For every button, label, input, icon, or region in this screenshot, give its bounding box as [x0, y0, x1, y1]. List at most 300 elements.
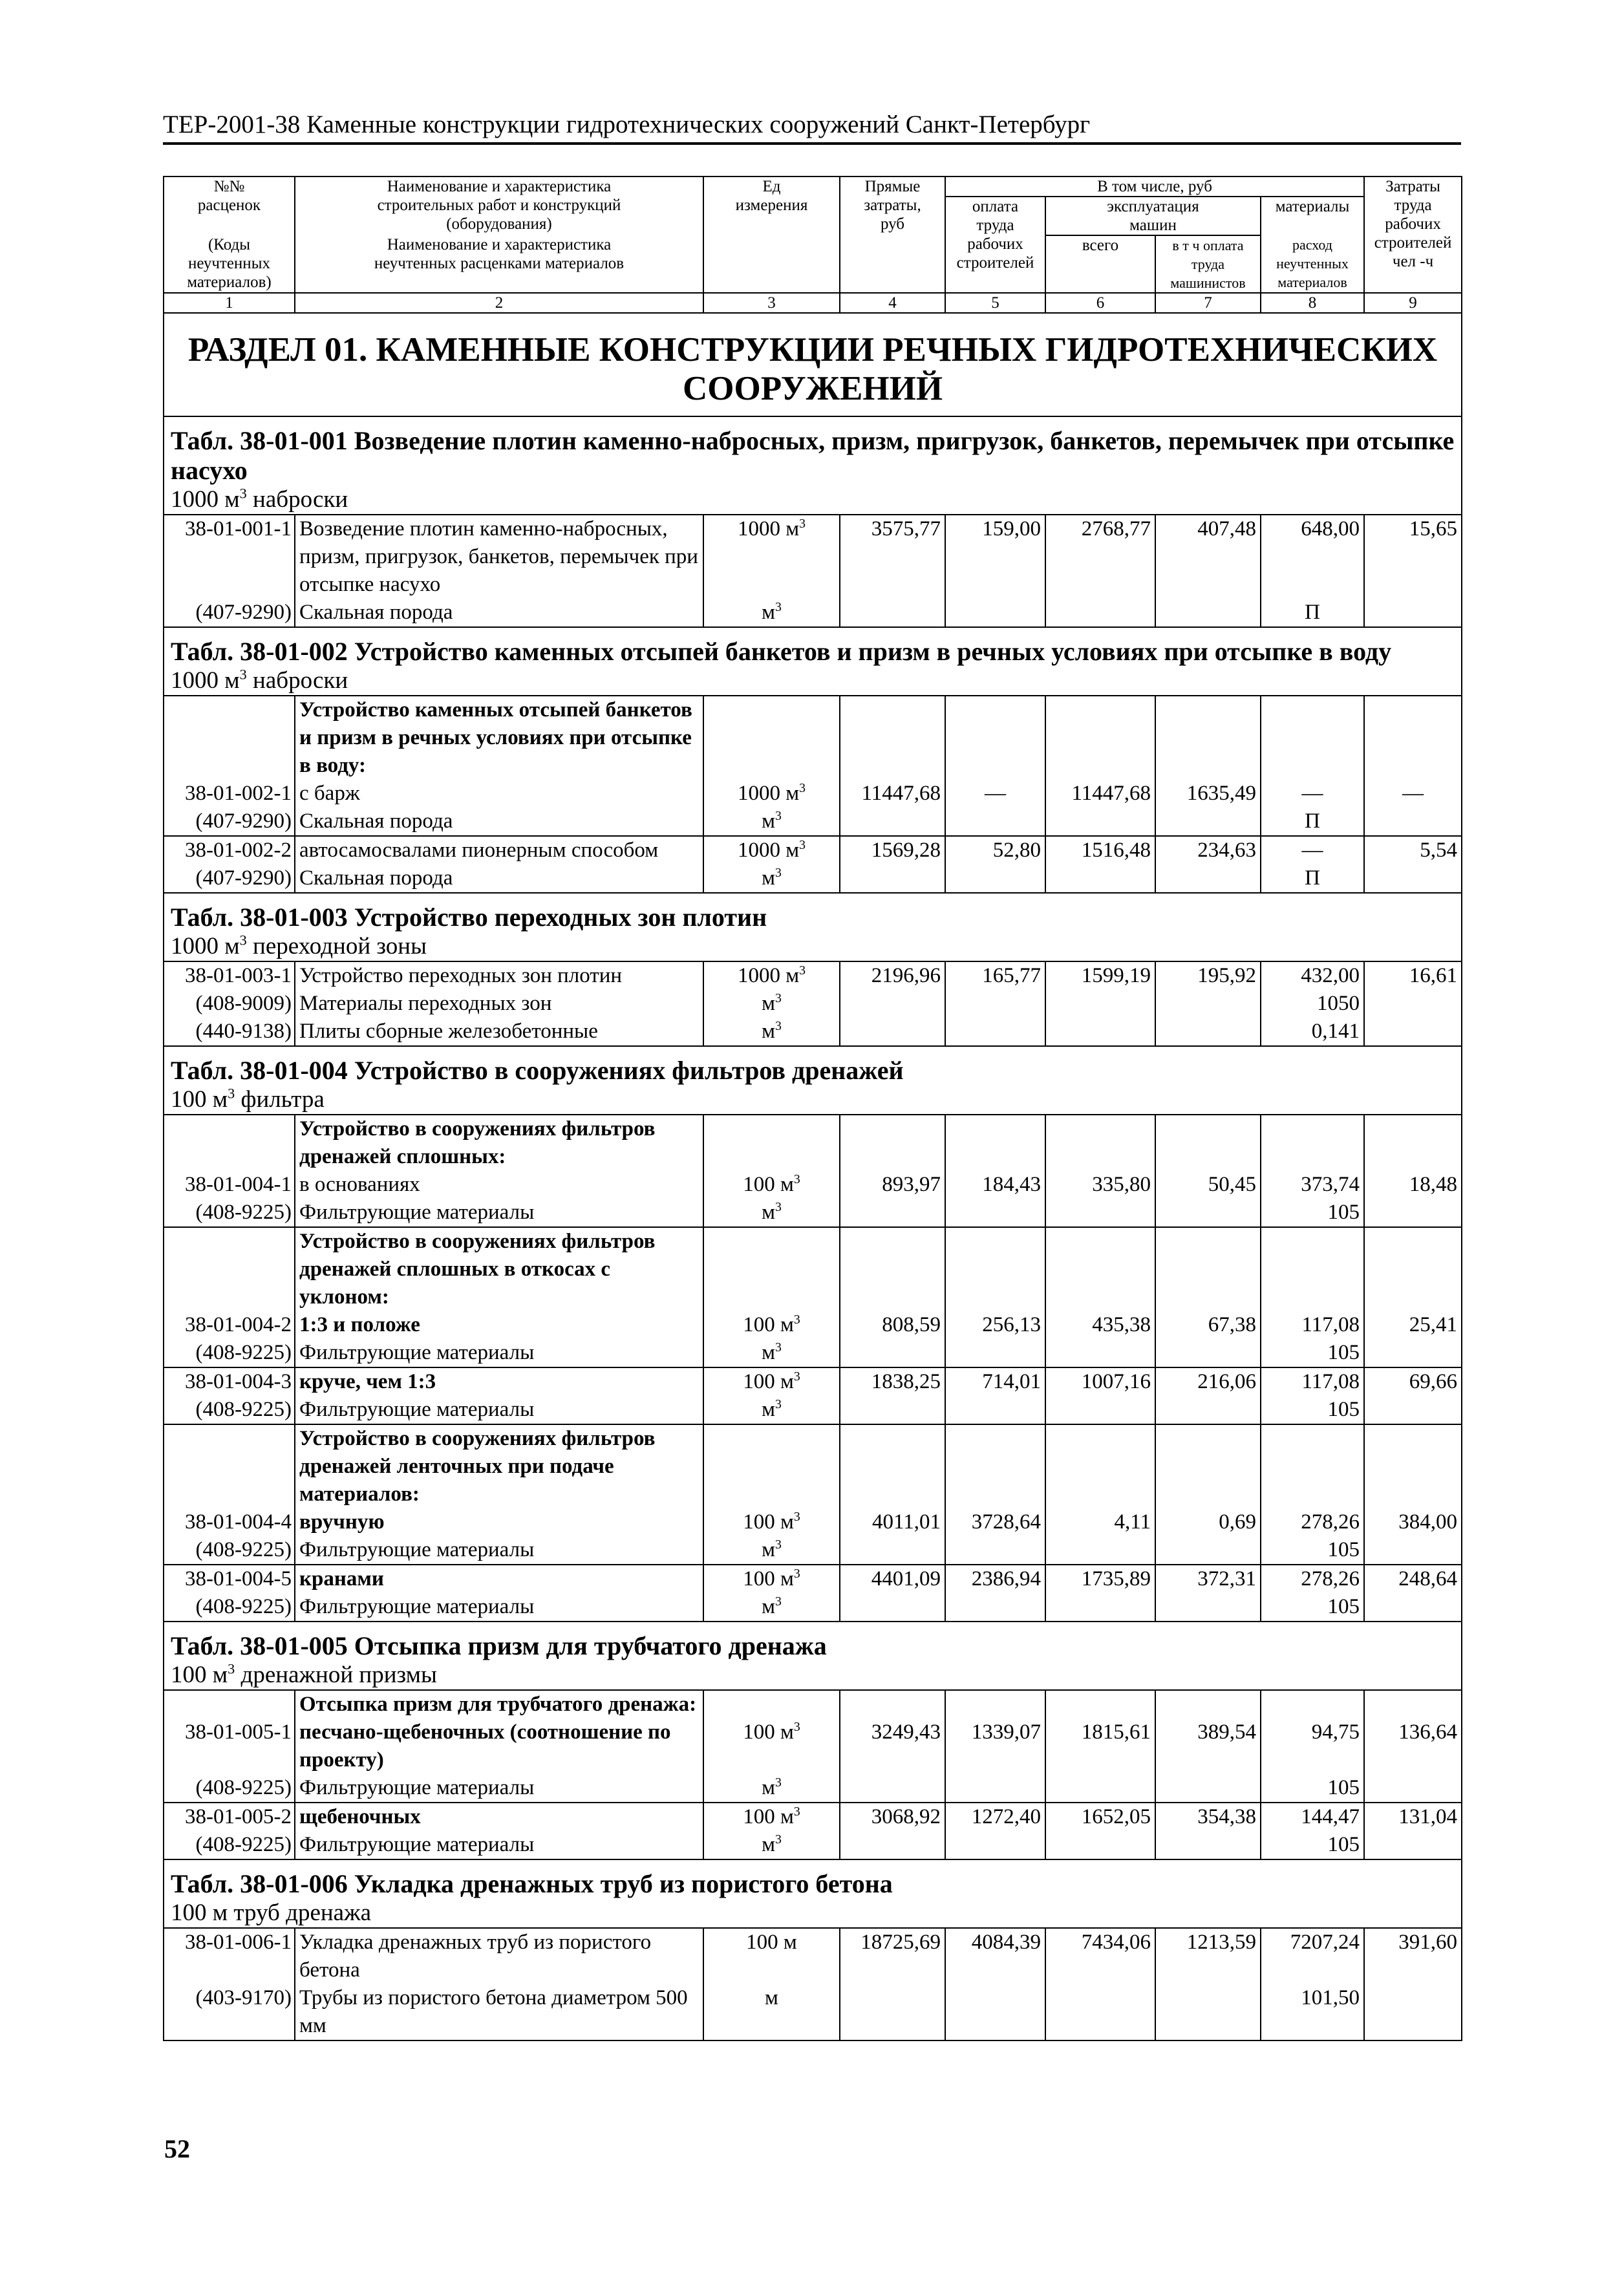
rate-name [295, 1803, 703, 1831]
rate-code [164, 1593, 295, 1622]
direct-cost-text: 3068,92 [871, 1805, 941, 1828]
rate-name-text: Трубы из пористого бетона диаметром 500 мм [299, 1986, 688, 2037]
header-row-1 [164, 177, 1462, 197]
table-unit-row [164, 1899, 1462, 1928]
machine-cost [1045, 515, 1155, 599]
labor-hours [1364, 1171, 1462, 1199]
operator-wages [1155, 836, 1261, 864]
rate-name [295, 1171, 703, 1199]
section-heading: РАЗДЕЛ 01. КАМЕННЫЕ КОНСТРУКЦИИ РЕЧНЫХ ГИДРОТЕХНИЧЕСКИХ СООРУЖЕНИЙ [164, 313, 1462, 416]
rate-name [295, 1339, 703, 1367]
direct-cost [840, 1593, 945, 1622]
direct-cost [840, 696, 945, 780]
machine-cost [1045, 990, 1155, 1018]
rate-code [164, 696, 295, 780]
labor-hours [1364, 1984, 1462, 2040]
worker-wages-text: 184,43 [982, 1173, 1041, 1196]
table-title-text: Табл. 38-01-001 Возведение плотин каменно-набросных, призм, пригрузок, банкетов, перемычек при отсыпке насухо [171, 426, 1455, 485]
labor-hours-text: 5,54 [1420, 839, 1458, 862]
rate-name [295, 1199, 703, 1227]
rate-code [164, 1396, 295, 1424]
rate-name-text: автосамосвалами пионерным способом [299, 839, 659, 862]
machine-cost [1045, 1199, 1155, 1227]
machine-cost [1045, 1018, 1155, 1046]
rate-unit-text: 1000 м [737, 517, 800, 541]
direct-cost-text: 2196,96 [871, 964, 941, 987]
worker-wages [945, 961, 1045, 990]
unit-exponent: 3 [775, 1594, 782, 1609]
direct-cost-text: 808,59 [882, 1313, 941, 1336]
col-number: 2 [295, 293, 703, 313]
direct-cost [840, 1396, 945, 1424]
labor-hours [1364, 1396, 1462, 1424]
worker-wages [945, 1984, 1045, 2040]
labor-hours [1364, 1928, 1462, 1984]
materials-cost [1261, 1984, 1364, 2040]
rate-row [164, 1593, 1462, 1622]
unit-exponent: 3 [775, 1397, 782, 1411]
direct-cost-text: 4011,01 [871, 1510, 941, 1534]
materials-cost [1261, 1593, 1364, 1622]
rate-code-text: (408-9225) [195, 1201, 292, 1224]
table-title [164, 1622, 1462, 1661]
operator-wages-text: 372,31 [1197, 1567, 1256, 1590]
materials-cost-text: 0,141 [1311, 1020, 1360, 1043]
operator-wages-text: 407,48 [1197, 517, 1256, 541]
table-unit [164, 667, 1462, 696]
labor-hours [1364, 864, 1462, 893]
rate-name-text: Материалы переходных зон [299, 992, 552, 1015]
materials-cost [1261, 1311, 1364, 1339]
direct-cost [840, 836, 945, 864]
labor-hours [1364, 780, 1462, 808]
rate-unit-text: м [762, 601, 775, 624]
materials-cost-text: П [1305, 809, 1320, 833]
table-unit-row [164, 667, 1462, 696]
materials-cost-text: 105 [1327, 1341, 1360, 1364]
rate-unit-text: м [762, 1538, 775, 1561]
rate-code [164, 1536, 295, 1565]
unit-exponent: 3 [799, 963, 806, 978]
rate-code-text: (407-9290) [195, 809, 292, 833]
operator-wages [1155, 599, 1261, 627]
machine-cost [1045, 599, 1155, 627]
rate-unit-text: 100 м [743, 1313, 794, 1336]
worker-wages-text: 159,00 [982, 517, 1041, 541]
rate-code-text: 38-01-003-1 [185, 964, 292, 987]
operator-wages-text: 0,69 [1219, 1510, 1256, 1534]
rate-unit [703, 1367, 840, 1396]
rate-unit [703, 836, 840, 864]
materials-cost [1261, 1018, 1364, 1046]
rate-code [164, 990, 295, 1018]
labor-hours [1364, 1367, 1462, 1396]
rate-code [164, 1803, 295, 1831]
machine-cost [1045, 1396, 1155, 1424]
rate-unit [703, 1593, 840, 1622]
materials-cost [1261, 1565, 1364, 1593]
table-unit-exponent: 3 [239, 486, 247, 502]
materials-cost [1261, 1227, 1364, 1311]
direct-cost-text: 3575,77 [871, 517, 941, 541]
rate-unit-text: м [762, 1595, 775, 1618]
materials-cost [1261, 1508, 1364, 1536]
section-heading-row [164, 313, 1462, 416]
operator-wages-text: 195,92 [1197, 964, 1256, 987]
col-name-sub: Наименование и характеристика неучтенных расценками материалов [295, 235, 703, 293]
operator-wages [1155, 515, 1261, 599]
machine-cost [1045, 1311, 1155, 1339]
labor-hours [1364, 1018, 1462, 1046]
rate-code-text: 38-01-005-2 [185, 1805, 292, 1828]
machine-cost [1045, 1803, 1155, 1831]
table-unit [164, 1661, 1462, 1690]
rate-row [164, 961, 1462, 990]
rate-name-text: Плиты сборные железобетонные [299, 1020, 598, 1043]
worker-wages [945, 1593, 1045, 1622]
rate-name [295, 1536, 703, 1565]
operator-wages [1155, 1396, 1261, 1424]
rate-name [295, 1928, 703, 1984]
operator-wages [1155, 1984, 1261, 2040]
worker-wages [945, 1719, 1045, 1774]
table-unit-suffix: наброски [246, 667, 348, 694]
operator-wages [1155, 961, 1261, 990]
direct-cost [840, 1536, 945, 1565]
rate-code [164, 1171, 295, 1199]
worker-wages-text: 256,13 [982, 1313, 1041, 1336]
direct-cost [840, 1831, 945, 1859]
machine-cost [1045, 1593, 1155, 1622]
unit-exponent: 3 [775, 1200, 782, 1214]
direct-cost [840, 1171, 945, 1199]
rate-code-text: 38-01-002-1 [185, 782, 292, 805]
rate-code [164, 864, 295, 893]
machine-cost [1045, 1227, 1155, 1311]
col-code-sub: (Коды неучтенных материалов) [164, 235, 295, 293]
worker-wages [945, 1831, 1045, 1859]
rate-code [164, 1311, 295, 1339]
rate-row [164, 1396, 1462, 1424]
materials-cost [1261, 990, 1364, 1018]
worker-wages [945, 599, 1045, 627]
labor-hours [1364, 961, 1462, 990]
labor-hours-text: 384,00 [1398, 1510, 1458, 1534]
table-unit-value: 1000 м [171, 667, 240, 694]
worker-wages [945, 1424, 1045, 1508]
worker-wages [945, 836, 1045, 864]
unit-exponent: 3 [799, 838, 806, 852]
col-code-head: №№ расценок [164, 177, 295, 235]
rate-code-text: 38-01-004-5 [185, 1567, 292, 1590]
unit-exponent: 3 [799, 781, 806, 795]
rate-code [164, 1565, 295, 1593]
direct-cost [840, 1424, 945, 1508]
rate-code [164, 1928, 295, 1984]
direct-cost-text: 11447,68 [861, 782, 941, 805]
table-unit-row [164, 932, 1462, 961]
rate-unit [703, 1339, 840, 1367]
materials-cost [1261, 1803, 1364, 1831]
rate-name [295, 1565, 703, 1593]
table-unit-row [164, 1661, 1462, 1690]
rate-code [164, 515, 295, 599]
materials-cost-text: 278,26 [1301, 1510, 1360, 1534]
rate-code [164, 1199, 295, 1227]
rate-name [295, 1115, 703, 1171]
direct-cost [840, 1018, 945, 1046]
labor-hours [1364, 1831, 1462, 1859]
rate-row [164, 1115, 1462, 1171]
rate-unit [703, 1199, 840, 1227]
labor-hours [1364, 1719, 1462, 1774]
materials-cost-text: — [1301, 782, 1323, 805]
labor-hours [1364, 808, 1462, 836]
materials-cost-text: П [1305, 601, 1320, 624]
rate-name [295, 836, 703, 864]
rate-unit [703, 1831, 840, 1859]
rate-row [164, 1171, 1462, 1199]
worker-wages-text: 3728,64 [971, 1510, 1041, 1534]
rate-code [164, 961, 295, 990]
materials-cost [1261, 1774, 1364, 1803]
worker-wages [945, 1774, 1045, 1803]
worker-wages [945, 515, 1045, 599]
operator-wages [1155, 1424, 1261, 1508]
materials-cost [1261, 1831, 1364, 1859]
rate-code-text: (408-9225) [195, 1833, 292, 1856]
direct-cost [840, 599, 945, 627]
rate-unit [703, 780, 840, 808]
machine-cost [1045, 1831, 1155, 1859]
machine-cost-text: 1599,19 [1081, 964, 1151, 987]
rate-code-text: (408-9225) [195, 1538, 292, 1561]
direct-cost [840, 1311, 945, 1339]
labor-hours [1364, 1227, 1462, 1311]
col-labor-head: Затраты труда рабочих строителей чел -ч [1364, 177, 1462, 293]
labor-hours [1364, 1424, 1462, 1508]
rate-row [164, 515, 1462, 599]
rate-code-text: 38-01-004-2 [185, 1313, 292, 1336]
worker-wages [945, 1227, 1045, 1311]
materials-cost-text: 101,50 [1301, 1986, 1360, 2009]
rate-unit [703, 1774, 840, 1803]
machine-cost [1045, 1171, 1155, 1199]
operator-wages [1155, 1774, 1261, 1803]
materials-cost [1261, 1690, 1364, 1719]
table-unit-row [164, 1086, 1462, 1115]
direct-cost-text: 1838,25 [871, 1370, 941, 1393]
materials-cost [1261, 1115, 1364, 1171]
operator-wages [1155, 1803, 1261, 1831]
rate-unit [703, 808, 840, 836]
operator-wages [1155, 1593, 1261, 1622]
labor-hours [1364, 1339, 1462, 1367]
table-title-row [164, 893, 1462, 932]
labor-hours-text: 69,66 [1409, 1370, 1458, 1393]
operator-wages [1155, 1508, 1261, 1536]
operator-wages-text: 389,54 [1197, 1720, 1256, 1744]
worker-wages-text: 714,01 [982, 1370, 1041, 1393]
materials-cost [1261, 1424, 1364, 1508]
worker-wages [945, 1536, 1045, 1565]
table-title-row [164, 627, 1462, 667]
operator-wages [1155, 808, 1261, 836]
direct-cost [840, 515, 945, 599]
rate-row [164, 836, 1462, 864]
machine-cost [1045, 864, 1155, 893]
worker-wages [945, 1199, 1045, 1227]
rate-name-text: Возведение плотин каменно-набросных, призм, пригрузок, банкетов, перемычек при отсыпке насухо [299, 517, 698, 596]
machine-cost [1045, 1536, 1155, 1565]
rate-row [164, 1339, 1462, 1367]
table-unit-exponent: 3 [228, 1086, 235, 1102]
table-unit-value: 1000 м [171, 486, 240, 513]
worker-wages [945, 1339, 1045, 1367]
rate-unit-text: 100 м [743, 1567, 794, 1590]
rate-code [164, 1690, 295, 1719]
operator-wages [1155, 990, 1261, 1018]
rate-name [295, 1984, 703, 2040]
worker-wages-text: 165,77 [982, 964, 1041, 987]
col-number: 6 [1045, 293, 1155, 313]
rate-code-text: 38-01-004-4 [185, 1510, 292, 1534]
rate-code-text: (408-9225) [195, 1776, 292, 1799]
rate-name-text: Скальная порода [299, 601, 453, 624]
operator-wages-text: 1213,59 [1186, 1931, 1256, 1954]
machine-cost [1045, 836, 1155, 864]
materials-cost [1261, 1396, 1364, 1424]
materials-cost [1261, 1199, 1364, 1227]
rate-name-text: Фильтрующие материалы [299, 1341, 535, 1364]
unit-exponent: 3 [793, 1312, 800, 1327]
operator-wages-text: 50,45 [1208, 1173, 1256, 1196]
machine-cost-text: 1815,61 [1081, 1720, 1151, 1744]
rate-unit [703, 1719, 840, 1774]
operator-wages-text: 216,06 [1197, 1370, 1256, 1393]
machine-cost [1045, 1115, 1155, 1171]
rate-code [164, 1424, 295, 1508]
materials-cost [1261, 1367, 1364, 1396]
operator-wages [1155, 1018, 1261, 1046]
materials-cost [1261, 961, 1364, 990]
operator-wages [1155, 1227, 1261, 1311]
operator-wages-text: 234,63 [1197, 839, 1256, 862]
unit-exponent: 3 [775, 1775, 782, 1790]
machine-cost-text: 1735,89 [1081, 1567, 1151, 1590]
materials-cost-text: 105 [1327, 1595, 1360, 1618]
rate-code [164, 1227, 295, 1311]
table-unit-suffix: переходной зоны [246, 933, 427, 959]
rate-name [295, 990, 703, 1018]
machine-cost [1045, 1367, 1155, 1396]
table-unit [164, 1899, 1462, 1928]
materials-cost-text: 105 [1327, 1201, 1360, 1224]
unit-exponent: 3 [793, 1510, 800, 1524]
worker-wages [945, 1565, 1045, 1593]
rate-code-text: (408-9225) [195, 1341, 292, 1364]
col-number: 9 [1364, 293, 1462, 313]
worker-wages-text: 1272,40 [971, 1805, 1041, 1828]
machine-cost [1045, 1690, 1155, 1719]
rate-code [164, 599, 295, 627]
rate-code-text: (408-9009) [195, 992, 292, 1015]
rate-code [164, 1367, 295, 1396]
operator-wages [1155, 1339, 1261, 1367]
rate-unit-text: 100 м [743, 1510, 794, 1534]
rate-name-text: Устройство переходных зон плотин [299, 964, 623, 987]
operator-wages-text: 67,38 [1208, 1313, 1256, 1336]
machine-cost-text: 1652,05 [1081, 1805, 1151, 1828]
rate-name-text: круче, чем 1:3 [299, 1370, 436, 1393]
labor-hours-text: 25,41 [1409, 1313, 1458, 1336]
labor-hours [1364, 1803, 1462, 1831]
unit-exponent: 3 [793, 1369, 800, 1384]
direct-cost [840, 1227, 945, 1311]
rate-row [164, 1928, 1462, 1984]
table-unit-value: 100 м [171, 1086, 228, 1113]
table-title-row [164, 1046, 1462, 1086]
table-unit-suffix: фильтра [235, 1086, 325, 1113]
worker-wages [945, 1803, 1045, 1831]
worker-wages-text: 52,80 [992, 839, 1041, 862]
rate-row [164, 1536, 1462, 1565]
table-title-text: Табл. 38-01-004 Устройство в сооружениях фильтров дренажей [171, 1056, 904, 1085]
column-numbers-row [164, 293, 1462, 313]
table-unit-exponent: 3 [239, 932, 247, 948]
direct-cost-text: 3249,43 [871, 1720, 941, 1744]
rate-unit [703, 599, 840, 627]
labor-hours-text: 18,48 [1409, 1173, 1458, 1196]
rate-unit [703, 1690, 840, 1719]
rates-table-container [163, 176, 1461, 2041]
rate-name-text: Устройство каменных отсыпей банкетов и призм в речных условиях при отсыпке в воду: [299, 698, 692, 777]
rate-unit [703, 515, 840, 599]
table-unit [164, 1086, 1462, 1115]
machine-cost [1045, 1508, 1155, 1536]
col-unit-head: Ед измерения [703, 177, 840, 293]
rate-code-text: (407-9290) [195, 866, 292, 890]
unit-exponent: 3 [775, 600, 782, 614]
machine-cost [1045, 1984, 1155, 2040]
rate-name [295, 696, 703, 780]
materials-cost [1261, 1719, 1364, 1774]
rate-code-text: 38-01-001-1 [185, 517, 292, 541]
machine-cost [1045, 696, 1155, 780]
worker-wages-text: 2386,94 [971, 1567, 1041, 1590]
materials-cost [1261, 1928, 1364, 1984]
rate-unit-text: 100 м [743, 1173, 794, 1196]
rate-code [164, 1719, 295, 1774]
machine-cost-text: 4,11 [1114, 1510, 1151, 1534]
operator-wages [1155, 1928, 1261, 1984]
col-number: 8 [1261, 293, 1364, 313]
rate-row [164, 990, 1462, 1018]
rate-code [164, 780, 295, 808]
machine-cost-text: 1007,16 [1081, 1370, 1151, 1393]
materials-cost-text: 432,00 [1301, 964, 1360, 987]
rate-name [295, 599, 703, 627]
direct-cost-text: 18725,69 [860, 1931, 941, 1954]
col-materials-head: материалы [1261, 197, 1364, 235]
direct-cost [840, 1803, 945, 1831]
rate-code [164, 1339, 295, 1367]
rate-name [295, 1424, 703, 1508]
rate-code [164, 1831, 295, 1859]
worker-wages [945, 1018, 1045, 1046]
labor-hours [1364, 1508, 1462, 1536]
rate-code [164, 1774, 295, 1803]
